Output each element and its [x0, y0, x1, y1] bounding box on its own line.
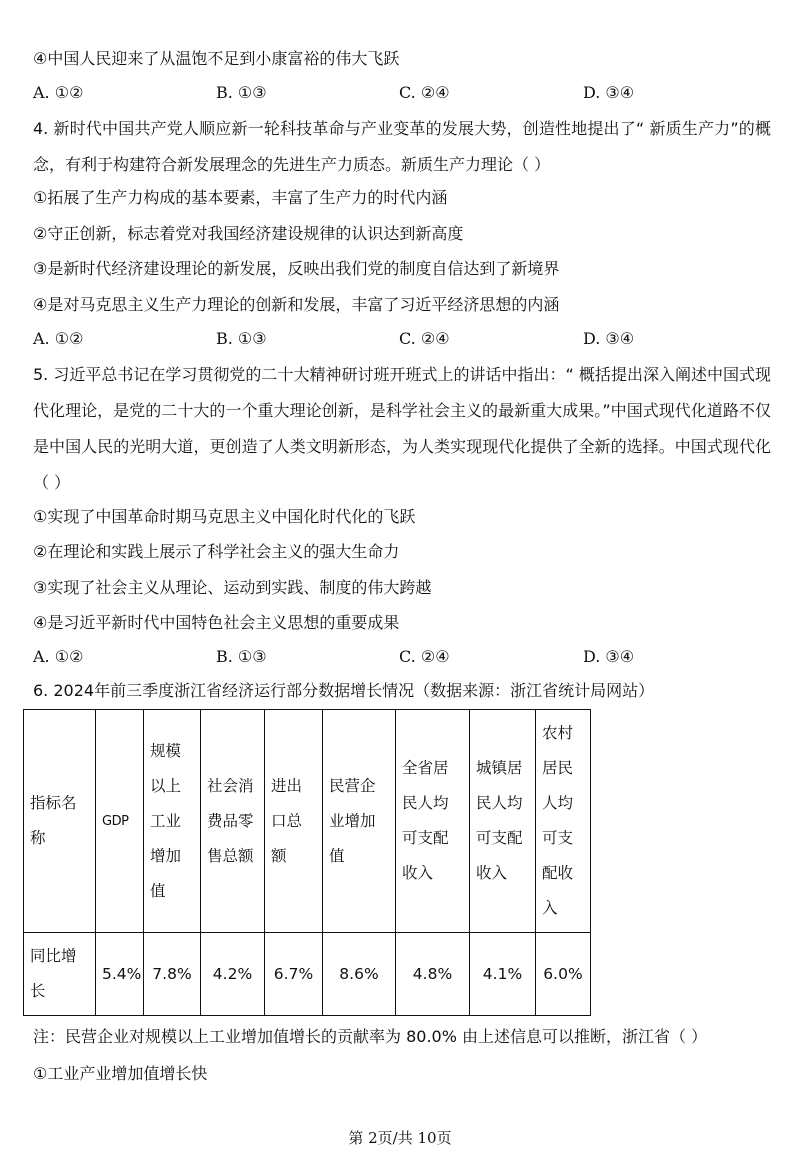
table-row-label: 同比增长 — [24, 933, 96, 1016]
q4-option-a[interactable]: A. ①② — [33, 329, 84, 348]
table-cell: 6.0% — [536, 933, 591, 1016]
table-header-cell: 指标名称 — [24, 710, 96, 933]
q3-option-b[interactable]: B. ①③ — [216, 83, 267, 102]
table-cell: 5.4% — [96, 933, 144, 1016]
table-header-cell: 农村居民人均可支配收入 — [536, 710, 591, 933]
table-row — [24, 933, 591, 1016]
table-header-cell: 城镇居民人均可支配收入 — [470, 710, 536, 933]
table-header-cell: 社会消费品零售总额 — [201, 710, 265, 933]
data-table — [23, 709, 591, 1016]
table-cell: 4.2% — [201, 933, 265, 1016]
q5-option-d[interactable]: D. ③④ — [583, 647, 635, 666]
table-header-cell: GDP — [96, 710, 144, 933]
table-cell: 4.1% — [470, 933, 536, 1016]
table-header-cell: 规模以上工业增加值 — [144, 710, 201, 933]
q3-options — [33, 83, 773, 105]
table-header-row — [24, 710, 591, 933]
q5-option-b[interactable]: B. ①③ — [216, 647, 267, 666]
q4-item-3: ③是新时代经济建设理论的新发展，反映出我们党的制度自信达到了新境界 — [33, 259, 560, 278]
table-cell: 8.6% — [323, 933, 396, 1016]
q4-option-b[interactable]: B. ①③ — [216, 329, 267, 348]
table-cell: 4.8% — [396, 933, 470, 1016]
q3-item-4: ④中国人民迎来了从温饱不足到小康富裕的伟大飞跃 — [33, 49, 400, 68]
q5-item-4: ④是习近平新时代中国特色社会主义思想的重要成果 — [33, 613, 400, 632]
q4-options — [33, 329, 773, 351]
table-header-cell: 全省居民人均可支配收入 — [396, 710, 470, 933]
table-cell: 6.7% — [265, 933, 323, 1016]
q4-item-1: ①拓展了生产力构成的基本要素，丰富了生产力的时代内涵 — [33, 188, 448, 207]
q4-option-d[interactable]: D. ③④ — [583, 329, 635, 348]
table-cell: 7.8% — [144, 933, 201, 1016]
q5-item-3: ③实现了社会主义从理论、运动到实践、制度的伟大跨越 — [33, 578, 432, 597]
table-header-cell: 民营企业增加值 — [323, 710, 396, 933]
q5-item-2: ②在理论和实践上展示了科学社会主义的强大生命力 — [33, 542, 400, 561]
q5-stem: 5. 习近平总书记在学习贯彻党的二十大精神研讨班开班式上的讲话中指出：“ 概括提出深入阐述中国式现代化理论，是党的二十大的一个重大理论创新，是科学社会主义的最新重大成果。”中国式现代化道路不仅是中国人民的光明大道，更创造了人类文明新形态，为人类实现现代化提供了全新的选择。中国式现代化（ ） — [33, 365, 771, 492]
q3-option-a[interactable]: A. ①② — [33, 83, 84, 102]
q4-item-2: ②守正创新，标志着党对我国经济建设规律的认识达到新高度 — [33, 224, 464, 243]
q5-options — [33, 647, 773, 669]
q4-stem: 4. 新时代中国共产党人顺应新一轮科技革命与产业变革的发展大势，创造性地提出了“ 新质生产力”的概念，有利于构建符合新发展理念的先进生产力质态。新质生产力理论（ ） — [33, 119, 771, 174]
q5-option-a[interactable]: A. ①② — [33, 647, 84, 666]
q5-item-1: ①实现了中国革命时期马克思主义中国化时代化的飞跃 — [33, 507, 416, 526]
q6-item-1: ①工业产业增加值增长快 — [33, 1064, 208, 1083]
q4-option-c[interactable]: C. ②④ — [399, 329, 450, 348]
q4-item-4: ④是对马克思主义生产力理论的创新和发展，丰富了习近平经济思想的内涵 — [33, 295, 560, 314]
page-footer: 第 2页/共 10页 — [348, 1129, 452, 1147]
q3-option-d[interactable]: D. ③④ — [583, 83, 635, 102]
q5-option-c[interactable]: C. ②④ — [399, 647, 450, 666]
q3-option-c[interactable]: C. ②④ — [399, 83, 450, 102]
table-note: 注：民营企业对规模以上工业增加值增长的贡献率为 80.0% 由上述信息可以推断，浙江省（ ） — [33, 1027, 708, 1046]
q6-title: 6. 2024年前三季度浙江省经济运行部分数据增长情况（数据来源：浙江省统计局网站） — [33, 681, 655, 700]
table-header-cell: 进出口总额 — [265, 710, 323, 933]
